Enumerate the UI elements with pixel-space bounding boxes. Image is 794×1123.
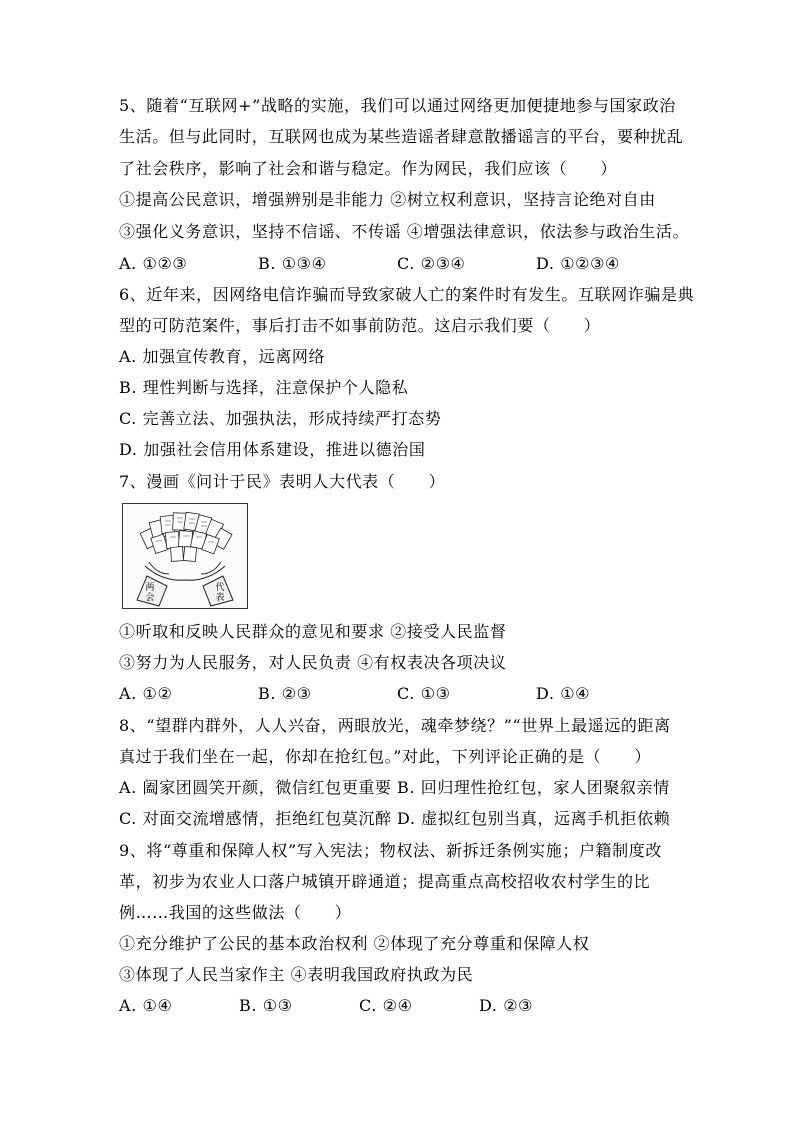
- q9-option-d: D. ②③: [479, 996, 534, 1015]
- q6-option-a: A. 加强宣传教育，远离网络: [119, 347, 326, 366]
- q5-stem-line-2: 生活。但与此同时，互联网也成为某些造谣者肆意散播谣言的平台，要种扰乱: [119, 127, 684, 146]
- q7-cartoon-image: [122, 503, 248, 609]
- q9-stem-line-3: 例……我国的这些做法（ ）: [119, 903, 352, 922]
- q7-option-d: D. ①④: [536, 684, 591, 703]
- q9-stem-line-2: 革，初步为农业人口落户城镇开辟通道；提高重点高校招收农村学生的比: [119, 872, 651, 891]
- q6-option-b: B. 理性判断与选择，注意保护个人隐私: [119, 378, 409, 397]
- q8-option-d: D. 虚拟红包别当真，远离手机拒依赖: [397, 809, 671, 828]
- q5-option-d: D. ①②③④: [536, 254, 621, 273]
- q6-option-d: D. 加强社会信用体系建设，推进以德治国: [119, 440, 426, 459]
- q9-statement-1: ①充分维护了公民的基本政治权利 ②体现了充分尊重和保障人权: [119, 934, 590, 953]
- cartoon-right-sleeve-label: 代表: [215, 583, 225, 603]
- q5-statement-2: ③强化义务意识，坚持不信谣、不传谣 ④增强法律意识，依法参与政治生活。: [119, 222, 690, 241]
- q9-option-a: A. ①④: [119, 996, 173, 1015]
- q5-option-b: B. ①③④: [258, 254, 327, 273]
- q5-option-c: C. ②③④: [397, 254, 466, 273]
- q7-stem-line-1: 7、漫画《问计于民》表明人大代表（ ）: [119, 472, 446, 491]
- q7-option-a: A. ①②: [119, 684, 173, 703]
- cartoon-left-sleeve-label: 两会: [145, 583, 155, 603]
- q9-stem-line-1: 9、将“尊重和保障人权”写入宪法；物权法、新拆迁条例实施；户籍制度改: [119, 841, 662, 860]
- q5-option-a: A. ①②③: [119, 254, 188, 273]
- q5-stem-line-1: 5、随着“互联网+”战略的实施，我们可以通过网络更加便捷地参与国家政治: [119, 96, 676, 115]
- q6-option-c: C. 完善立法、加强执法，形成持续严打态势: [119, 409, 442, 428]
- q6-stem-line-1: 6、近年来，因网络电信诈骗而导致家破人亡的案件时有发生。互联网诈骗是典: [119, 285, 695, 304]
- q9-option-c: C. ②④: [359, 996, 413, 1015]
- q8-stem-line-2: 真过于我们坐在一起，你却在抢红包。”对此，下列评论正确的是（ ）: [119, 747, 651, 766]
- q8-stem-line-1: 8、“望群内群外，人人兴奋，两眼放光，魂牵梦绕？”“世界上最遥远的距离: [119, 716, 671, 735]
- q5-stem-line-3: 了社会秩序，影响了社会和谐与稳定。作为网民，我们应该（ ）: [119, 159, 618, 178]
- q9-option-b: B. ①③: [239, 996, 293, 1015]
- q7-statement-2: ③努力为人民服务，对人民负责 ④有权表决各项决议: [119, 653, 507, 672]
- q6-stem-line-2: 型的可防范案件，事后打击不如事前防范。这启示我们要（ ）: [119, 316, 601, 335]
- q7-option-c: C. ①③: [397, 684, 451, 703]
- q7-statement-1: ①听取和反映人民群众的意见和要求 ②接受人民监督: [119, 622, 507, 641]
- q8-option-c: C. 对面交流增感情，拒绝红包莫沉醉: [119, 809, 392, 828]
- q9-statement-2: ③体现了人民当家作主 ④表明我国政府执政为民: [119, 965, 474, 984]
- q8-option-b: B. 回归理性抢红包，家人团聚叙亲情: [397, 778, 670, 797]
- q8-option-a: A. 阖家团圆笑开颜，微信红包更重要: [119, 778, 392, 797]
- q7-option-b: B. ②③: [258, 684, 312, 703]
- q5-statement-1: ①提高公民意识，增强辨别是非能力 ②树立权利意识，坚持言论绝对自由: [119, 190, 656, 209]
